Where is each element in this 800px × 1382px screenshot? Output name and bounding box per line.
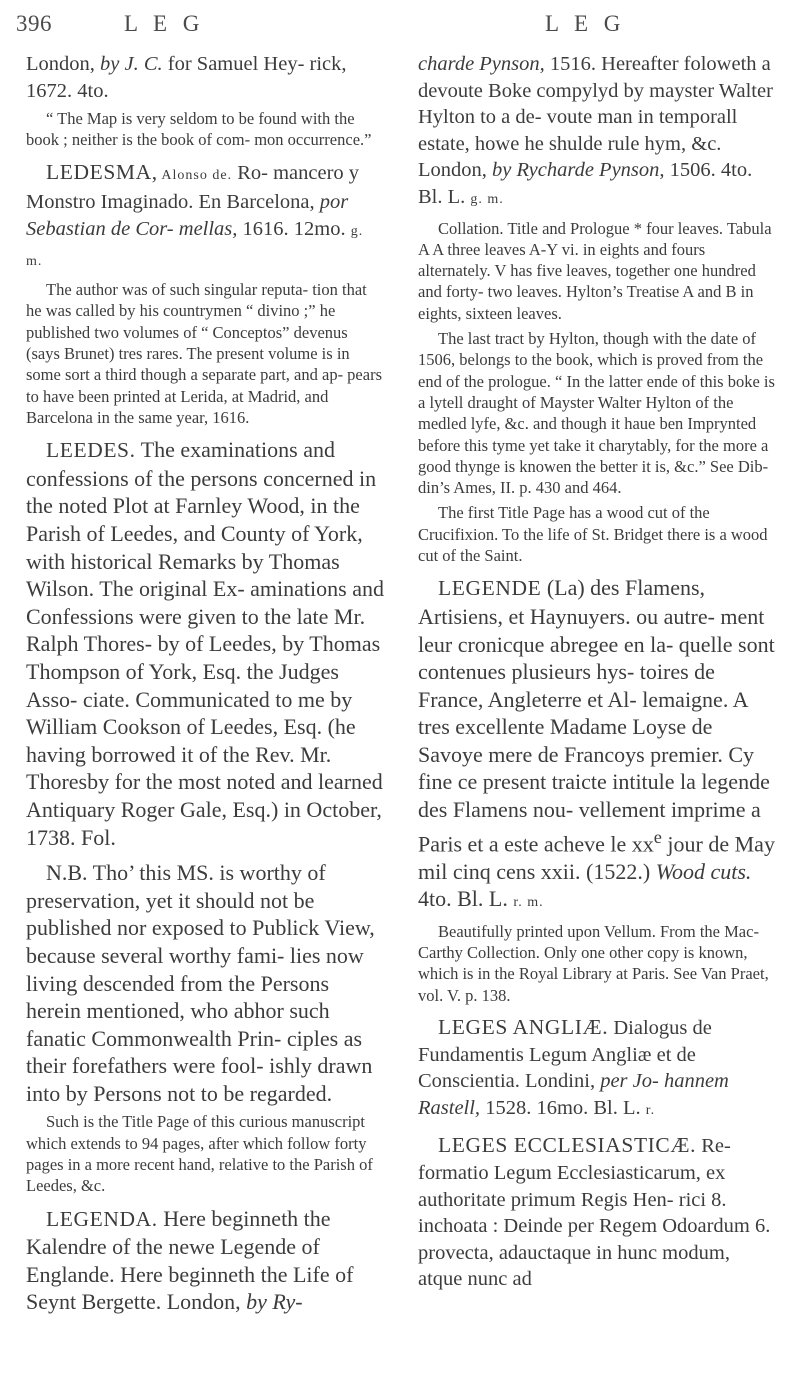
entry-note: The first Title Page has a wood cut of the Crucifixion. To the life of St. Bridget there is a wood cut of the Saint. — [418, 503, 768, 566]
entry-ledesma: LEDESMA, Alonso de. Ro- mancero y Monstro Imaginado. En Barcelona, por Sebastian de Cor- mellas, 1616. 12mo. g. m. — [26, 159, 364, 269]
entry-headword: LEGENDE — [438, 576, 542, 601]
entry-headword: LEGENDA. — [46, 1206, 158, 1231]
page-header — [0, 0, 800, 50]
page-number: 396 — [16, 11, 52, 36]
left-column — [26, 51, 384, 1316]
entry-legenda: LEGENDA. Here beginneth the Kalendre of the newe Legende of Englande. Here beginneth the Life of Seynt Bergette. London, by Ry- — [26, 1205, 354, 1315]
entry-headword: LEGES ANGLIÆ. — [438, 1014, 609, 1039]
right-column — [418, 51, 776, 1293]
right-running-head: L E G — [545, 11, 626, 36]
entry-note: The author was of such singular reputa- tion that he was called by his countrymen “ divino ;” he published two volumes of “ Conceptos” devenus (says Brunet) tres rares. The present volume is in some sort a third though a separate part, and ap- pears to have been printed at Lerida, at Madrid, and Barcelona in the same year, 1616. — [26, 280, 382, 427]
entry-headword: LEEDES. — [46, 438, 136, 463]
entry-note: Beautifully printed upon Vellum. From the Mac-Carthy Collection. Only one other copy is known, which is in the Royal Library at Paris. See Van Praet, vol. V. p. 138. — [418, 921, 769, 1005]
entry-leedes-nb: N.B. Tho’ this MS. is worthy of preservation, yet it should not be published nor exposed to Publick View, because several worthy fami- lies now living descended from the Persons herein mentioned, who abhor such fanatic Commonwealth Prin- ciples as their forefathers were fool- ishly drawn into by Persons not to be regarded. — [26, 860, 375, 1106]
entry-leges-angliae: LEGES ANGLIÆ. Dialogus de Fundamentis Legum Angliæ et de Conscientia. Londini, per Jo- hannem Rastell, 1528. 16mo. Bl. L. r. — [418, 1014, 729, 1119]
entry-legende-flamens: LEGENDE (La) des Flamens, Artisiens, et Haynuyers. ou autre- ment leur cronicque abregee en la- quelle sont contenues plusieurs hys- toires de France, Angleterre et Al- lemaigne. A tres excellente Madame Loyse de Savoye mere de Francoys premier. Cy fine ce present traicte intitule la legende des Flamens nou- vellement imprime a Paris et a este acheve le $xx^e$ jour de May mil cinq cens xxii. (1522.) Wood cuts. 4to. Bl. L. r. m. — [418, 575, 775, 912]
entry-leges-ecclesiasticae: LEGES ECCLESIASTICÆ. Re- formatio Legum Ecclesiasticarum, ex authoritate primum Regis Hen- rici 8. inchoata : Deinde per Regem Odoardum 6. provecta, adauctaque in hunc modum, atque nunc ad — [418, 1133, 771, 1291]
entry-headword: LEGES ECCLESIASTICÆ. — [438, 1133, 697, 1158]
left-running-head: L E G — [124, 11, 205, 36]
entry-headword: LEDESMA, — [46, 159, 158, 184]
entry-note: Such is the Title Page of this curious manuscript which extends to 94 pages, after which follow forty pages in a more recent hand, relative to the Parish of Leedes, &c. — [26, 1112, 373, 1196]
entry-leedes: LEEDES. The examinations and confessions of the persons concerned in the noted Plot at Farnley Wood, in the Parish of Leedes, and County of York, with historical Remarks by Thomas Wilson. The original Ex- aminations and Confessions were given to the late Mr. Ralph Thores- by of Leedes, by Thomas Thompson of York, Esq. the Judges Asso- ciate. Communicated to me by William Cookson of Leedes, Esq. (he having borrowed it of the Rev. Mr. Thoresby for the most noted and learned Antiquary Roger Gale, Esq.) in October, 1738. Fol. — [26, 437, 384, 850]
entry-ledesma-imprint: London, by J. C. for Samuel Hey- rick, 1672. 4to. — [26, 53, 347, 102]
entry-legenda-cont: charde Pynson, 1516. Hereafter foloweth a devoute Boke compylyd by mayster Walter Hylton to a de- voute man in temporall estate, howe he shulde rule hym, &c. London, by Rycharde Pynson, 1506. 4to. Bl. L. g. m. — [418, 53, 773, 208]
entry-note: “ The Map is very seldom to be found with the book ; neither is the book of com- mon occurrence.” — [26, 109, 372, 150]
entry-note: Collation. Title and Prologue * four leaves. Tabula A A three leaves A-Y vi. in eights and fours alternately. V has five leaves, together one hundred and forty- two leaves. Hylton’s Treatise A and B in eights, sixteen leaves. — [418, 218, 772, 323]
entry-note: The last tract by Hylton, though with the date of 1506, belongs to the book, which is proved from the end of the prologue. “ In the latter ende of this boke is a lytell draught of Mayster Walter Hylton of the medled lyfe, &c. and though it haue ben Imprynted before this tyme yet take it charytably, for the more a good thynge is knowen the better it is, &c.” See Dib- din’s Ames, II. p. 430 and 464. — [418, 329, 775, 498]
